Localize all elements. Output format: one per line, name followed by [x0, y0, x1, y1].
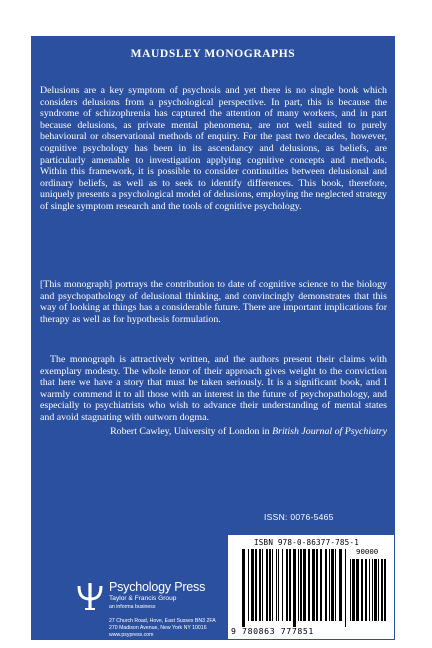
reviewer-name: Robert Cawley, University of London in	[110, 426, 273, 437]
isbn-barcode	[228, 535, 394, 639]
publisher-group: Taylor & Francis Group	[109, 595, 177, 602]
review-paragraph-2: The monograph is attractively written, and the authors present their claims with exemplary modesty. The whole tenor of their approach gives weight to the conviction that here we have a story that must be taken seriously. It is a significant book, and I warmly commend it to all those with an interest in the future of psychopathology, and especially to psychiatrists who wish to advance their understanding of mental states and avoid stagnating with outworn dogma.	[40, 354, 387, 423]
barcode-ean-digits: 9 780863 777851	[231, 626, 314, 636]
review-attribution	[40, 426, 387, 438]
publisher-name: Psychology Press	[109, 580, 206, 594]
publisher-website: www.psypress.com	[109, 632, 154, 638]
publisher-address-us: 270 Madison Avenue, New York NY 10016	[109, 625, 207, 631]
barcode-addon-digits: 90000	[356, 547, 379, 556]
psychology-press-psi-logo-icon	[75, 581, 105, 611]
issn-number: ISSN: 0076-5465	[264, 512, 334, 522]
publisher-address-uk: 27 Church Road, Hove, East Sussex BN3 2FA	[109, 618, 216, 624]
blue-cover-panel	[31, 36, 395, 640]
ean-barcode-bars	[242, 549, 346, 627]
series-title: MAUDSLEY MONOGRAPHS	[130, 48, 296, 60]
review-paragraph-1: [This monograph] portrays the contribution to date of cognitive science to the biology and psychopathology of delusional thinking, and convincingly demonstrates that this way of looking at things has a considerable future. There are important implications for therapy as well as for hypothesis formulation.	[40, 279, 387, 325]
isbn-text: ISBN 978-0-86377-785-1	[254, 538, 359, 547]
book-description: Delusions are a key symptom of psychosis and yet there is no single book which considers delusions from a psychological perspective. In part, this is because the syndrome of schizophrenia has captured the attention of many workers, and in part because delusions, as private mental phenomena, are not well suited to purely behavioural or observational methods of enquiry. For the past two decades, however, cognitive psychology has been in its ascendancy and delusions, as beliefs, are particularly amenable to investigation applying cognitive concepts and methods. Within this framework, it is possible to consider continuities between delusional and ordinary beliefs, as well as to seek to identify differences. This book, therefore, uniquely presents a psychological model of delusions, employing the neglected strategy of single symptom research and the tools of cognitive psychology.	[40, 85, 387, 212]
journal-name: British Journal of Psychiatry	[272, 426, 387, 437]
addon-barcode-bars	[350, 559, 388, 627]
publisher-informa: an informa business	[109, 604, 156, 610]
